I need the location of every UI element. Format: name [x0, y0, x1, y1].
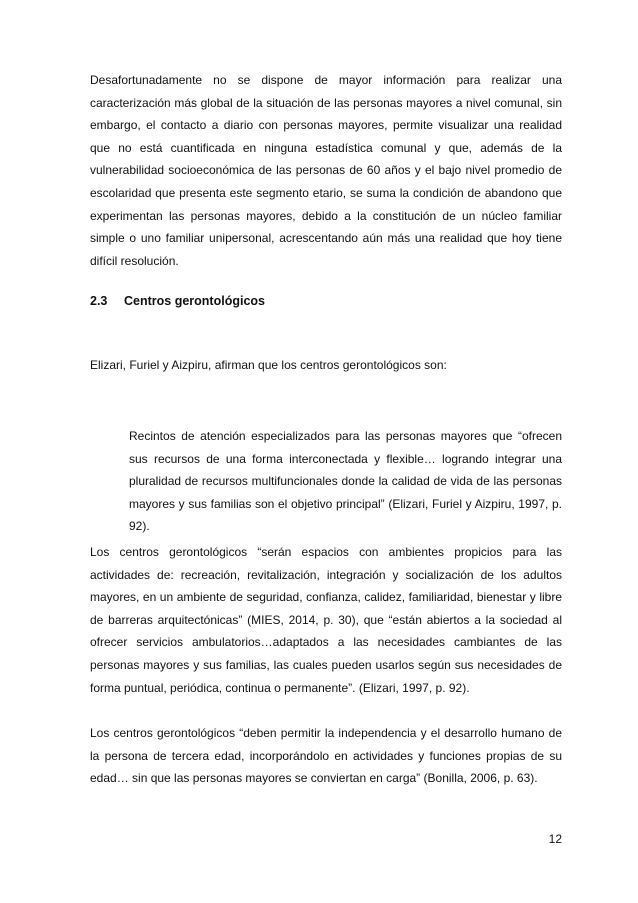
paragraph-independence: Los centros gerontológicos “deben permitir la independencia y el desarrollo humano de la persona de tercera edad, incorporándolo en actividades y funciones propias de su edad… sin que las personas mayores se conviertan en carga” (Bonilla, 2006, p. 63). — [90, 726, 562, 786]
block-quote: Recintos de atención especializados para las personas mayores que “ofrecen sus recursos de una forma interconectada y flexible… logrando integrar una pluralidad de recursos multifuncionales donde la calidad de vida de las personas mayores y sus familias son el objetivo principal” (Elizari, Furiel y Aizpiru, 1997, p. 92). — [129, 429, 562, 534]
section-title: Centros gerontológicos — [124, 294, 265, 308]
page-number: 12 — [548, 832, 562, 846]
paragraph-spaces: Los centros gerontológicos “serán espacios con ambientes propicios para las actividades de: recreación, revitalización, integración y socialización de los adultos mayores, en un ambiente de seguridad, confianza, calidez, familiaridad, bienestar y libre de barreras arquitectónicas” (MIES, 2014, p. 30), que “están abiertos a la sociedad al ofrecer servicios ambulatorios…adaptados a las necesidades cambiantes de las personas mayores y sus familias, las cuales pueden usarlos según sus necesidades de forma puntual, periódica, continua o permanente”. (Elizari, 1997, p. 92). — [90, 545, 562, 695]
section-number: 2.3 — [90, 294, 108, 308]
section-heading — [90, 294, 265, 308]
paragraph-citation-intro: Elizari, Furiel y Aizpiru, afirman que los centros gerontológicos son: — [90, 358, 447, 372]
paragraph-intro: Desafortunadamente no se dispone de mayor información para realizar una caracterización más global de la situación de las personas mayores a nivel comunal, sin embargo, el contacto a diario con personas mayores, permite visualizar una realidad que no está cuantificada en ninguna estadística comunal y que, además de la vulnerabilidad socioeconómica de las personas de 60 años y el bajo nivel promedio de escolaridad que presenta este segmento etario, se suma la condición de abandono que experimentan las personas mayores, debido a la constitución de un núcleo familiar simple o uno familiar unipersonal, acrescentando aún más una realidad que hoy tiene difícil resolución. — [90, 73, 562, 268]
